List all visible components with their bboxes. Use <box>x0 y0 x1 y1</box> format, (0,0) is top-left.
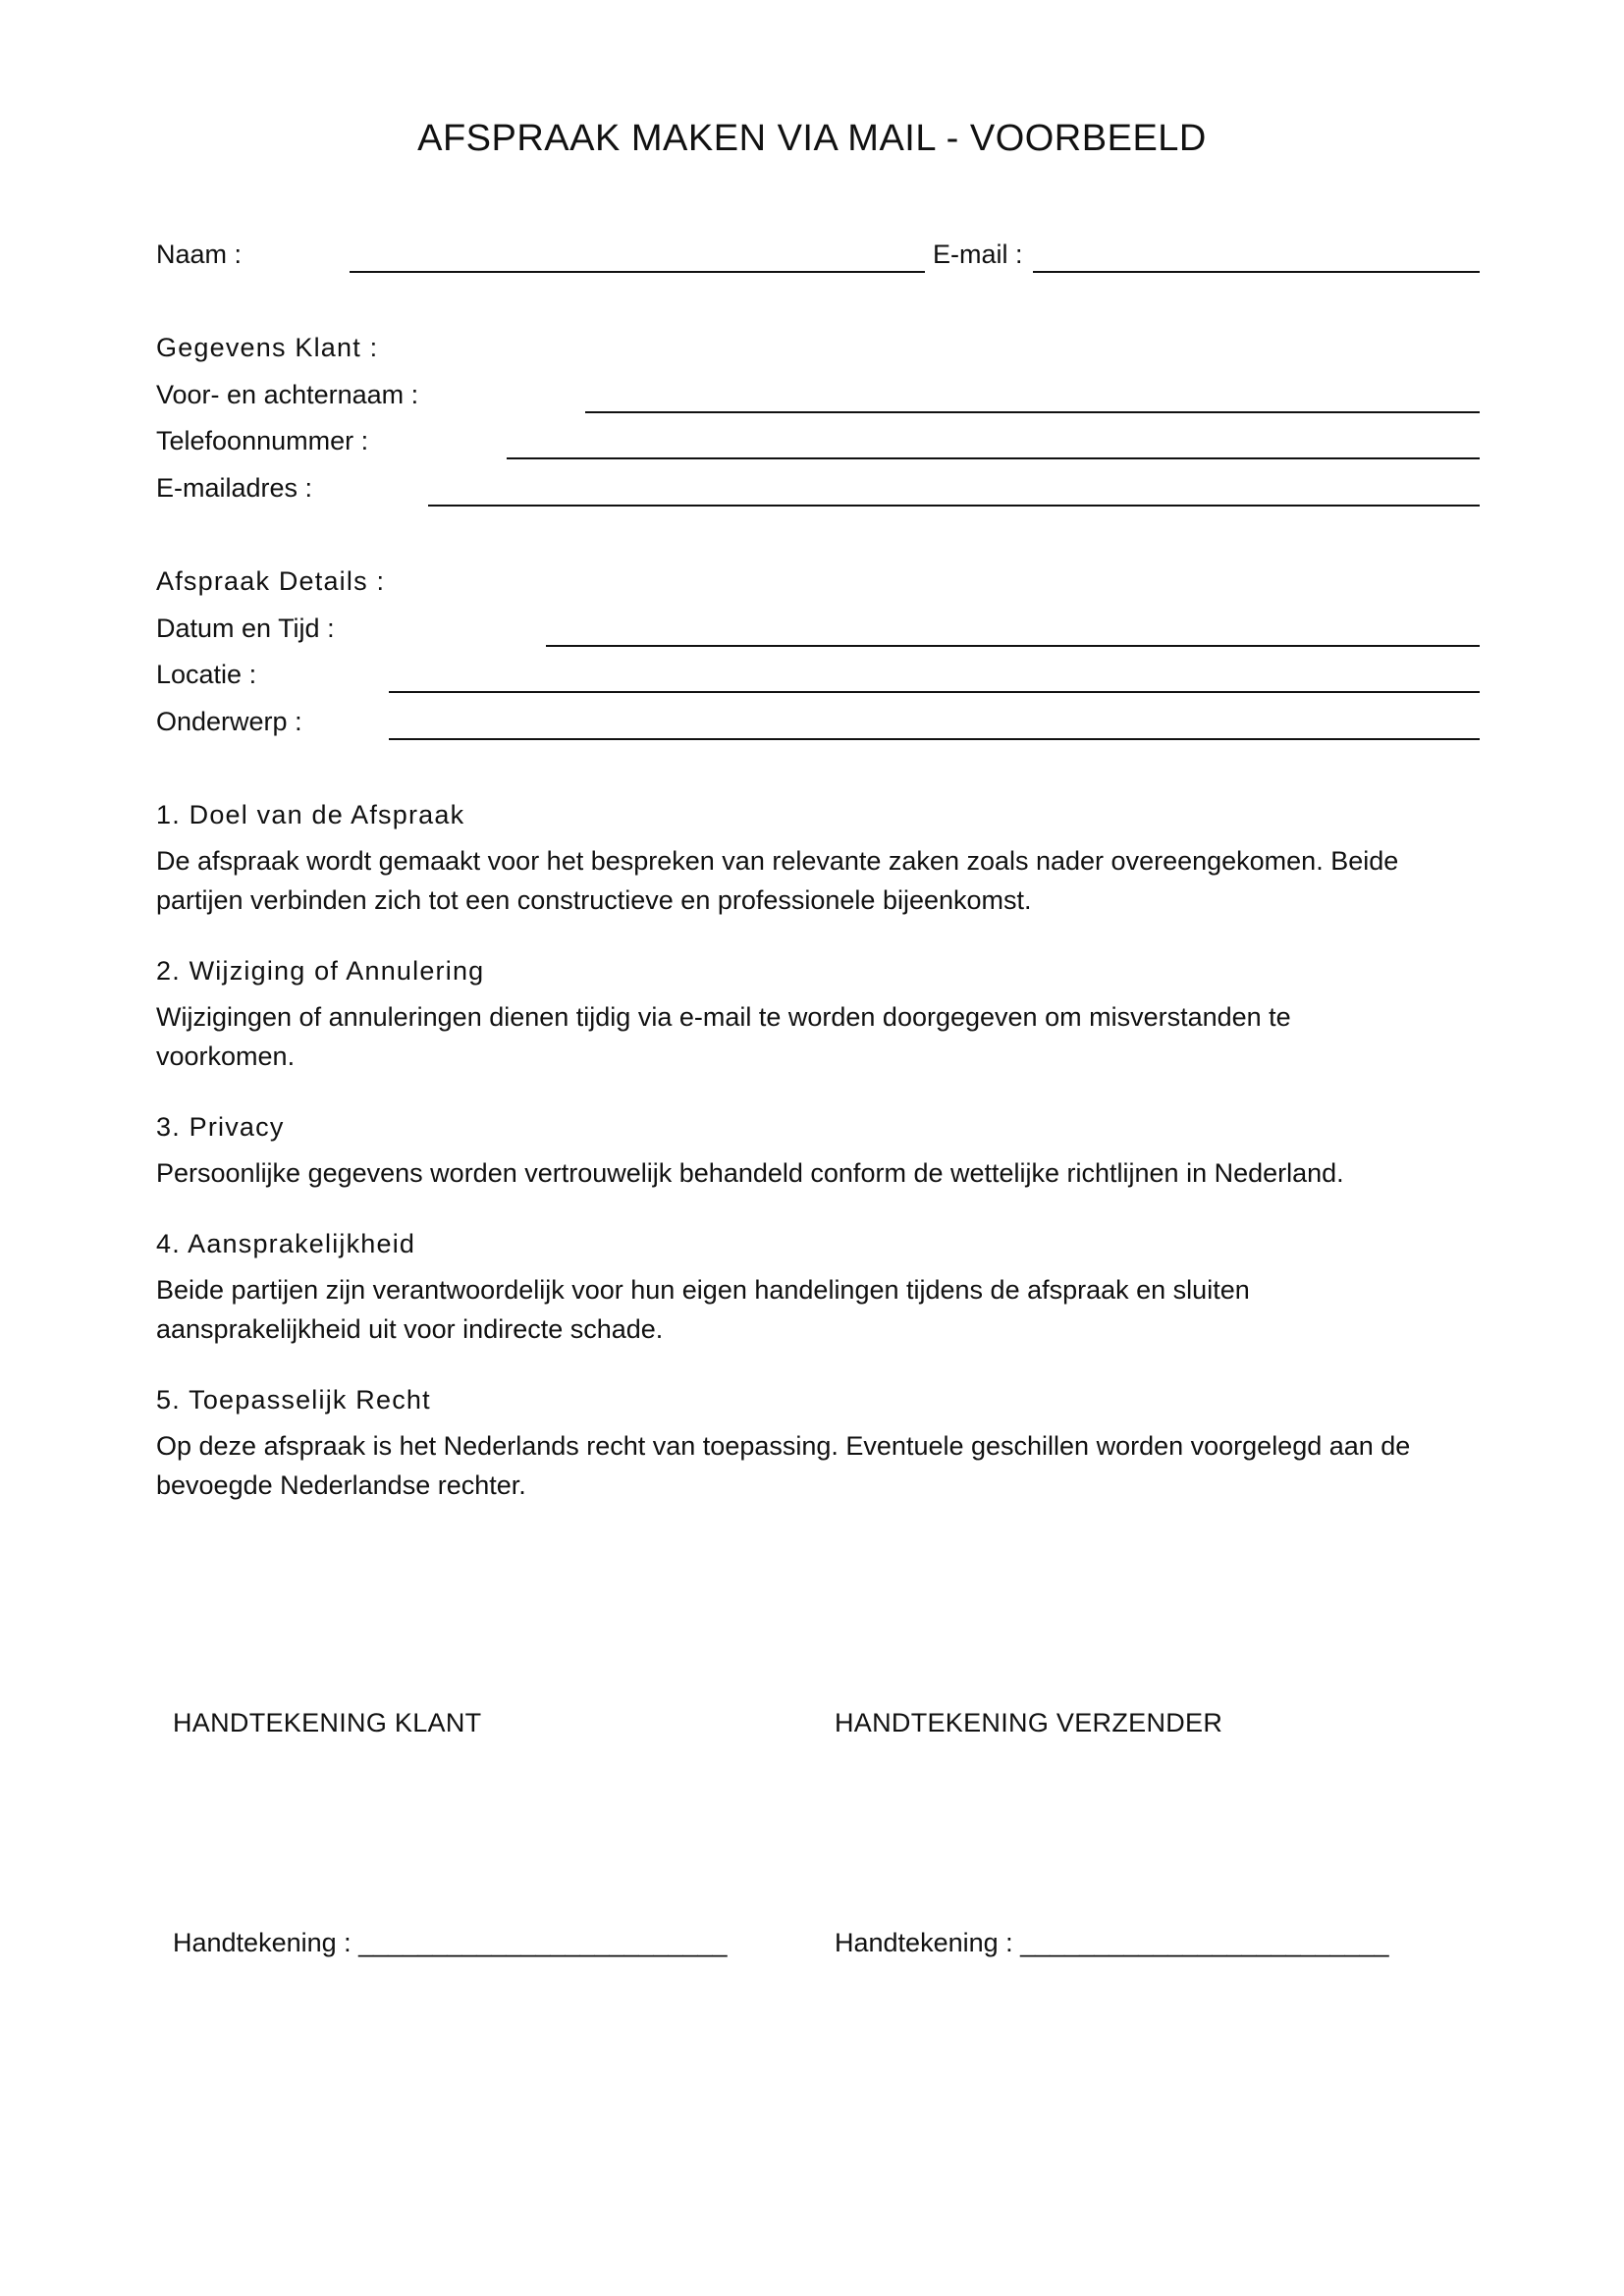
locatie-label: Locatie : <box>156 660 257 689</box>
datum-label: Datum en Tijd : <box>156 614 335 643</box>
signature-title-klant: HANDTEKENING KLANT <box>173 1708 482 1737</box>
klant-telefoon-label: Telefoonnummer : <box>156 426 369 455</box>
section-text-recht-line2: bevoegde Nederlandse rechter. <box>156 1470 526 1500</box>
naam-field-line[interactable] <box>350 271 925 273</box>
onderwerp-field-line[interactable] <box>389 738 1480 740</box>
afspraak-heading: Afspraak Details : <box>156 566 386 596</box>
email-field-line[interactable] <box>1033 271 1480 273</box>
section-heading-privacy: 3. Privacy <box>156 1112 285 1142</box>
locatie-field-line[interactable] <box>389 691 1480 693</box>
section-heading-recht: 5. Toepasselijk Recht <box>156 1385 431 1415</box>
section-text-recht-line1: Op deze afspraak is het Nederlands recht van toepassing. Eventuele geschillen worden voorgelegd aan de <box>156 1431 1411 1461</box>
document-title: AFSPRAAK MAKEN VIA MAIL - VOORBEELD <box>417 118 1207 159</box>
klant-naam-label: Voor- en achternaam : <box>156 380 419 409</box>
klant-telefoon-field-line[interactable] <box>507 457 1480 459</box>
naam-label: Naam : <box>156 240 243 269</box>
section-text-doel-line1: De afspraak wordt gemaakt voor het bespreken van relevante zaken zoals nader overeengekomen. Beide <box>156 846 1399 876</box>
klant-email-label: E-mailadres : <box>156 473 313 503</box>
section-heading-aansprakelijkheid: 4. Aansprakelijkheid <box>156 1229 416 1258</box>
section-text-wijziging-line2: voorkomen. <box>156 1041 296 1071</box>
klant-email-field-line[interactable] <box>428 505 1480 507</box>
klant-naam-field-line[interactable] <box>585 411 1480 413</box>
section-text-wijziging-line1: Wijzigingen of annuleringen dienen tijdig via e-mail te worden doorgegeven om misverstanden te <box>156 1002 1291 1032</box>
klant-heading: Gegevens Klant : <box>156 333 379 362</box>
signature-title-verzender: HANDTEKENING VERZENDER <box>835 1708 1223 1737</box>
section-text-doel-line2: partijen verbinden zich tot een constructieve en professionele bijeenkomst. <box>156 885 1032 915</box>
section-text-aansprakelijkheid-line2: aansprakelijkheid uit voor indirecte schade. <box>156 1314 664 1344</box>
signature-field-verzender[interactable]: Handtekening : _________________________ <box>835 1928 1389 1957</box>
datum-field-line[interactable] <box>546 645 1480 647</box>
section-heading-wijziging: 2. Wijziging of Annulering <box>156 956 485 986</box>
email-label: E-mail : <box>933 239 1027 270</box>
section-heading-doel: 1. Doel van de Afspraak <box>156 800 465 829</box>
signature-field-klant[interactable]: Handtekening : _________________________ <box>173 1928 728 1957</box>
section-text-privacy-line1: Persoonlijke gegevens worden vertrouwelijk behandeld conform de wettelijke richtlijnen in Nederland. <box>156 1158 1344 1188</box>
onderwerp-label: Onderwerp : <box>156 707 302 736</box>
section-text-aansprakelijkheid-line1: Beide partijen zijn verantwoordelijk voor hun eigen handelingen tijdens de afspraak en sluiten <box>156 1275 1250 1305</box>
